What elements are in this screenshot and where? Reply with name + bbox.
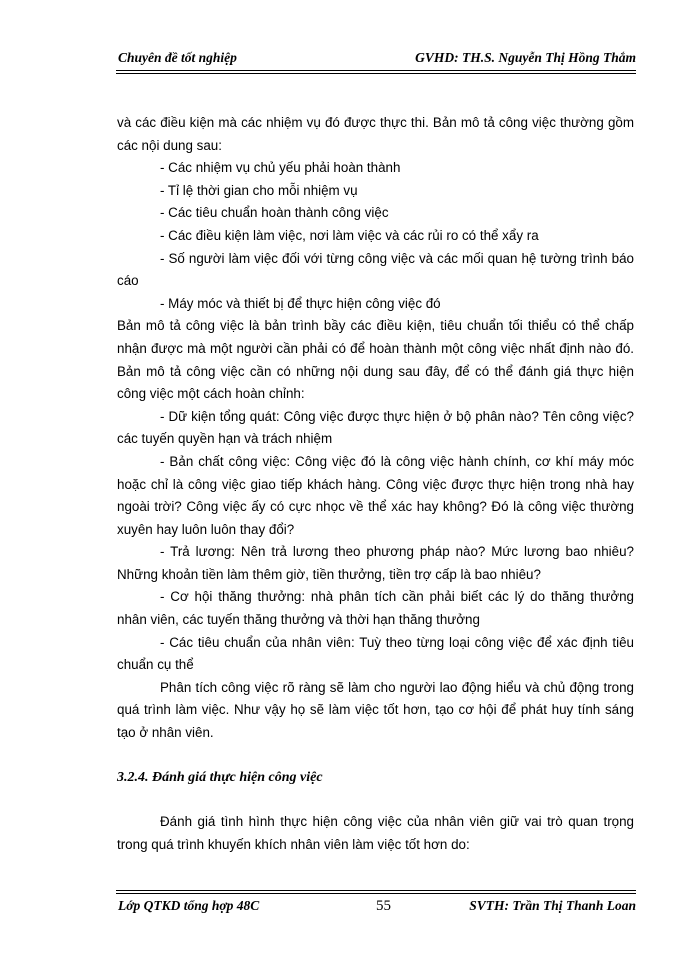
list-item: - Các điều kiện làm việc, nơi làm việc và các rủi ro có thể xẩy ra xyxy=(160,227,539,243)
paragraph: Phân tích công việc rõ ràng sẽ làm cho người lao động hiểu và chủ động trong quá trình làm việc. Như vậy họ sẽ làm việc tốt hơn, tạo cơ hội để phát huy tính sáng tạo ở nhân viên. xyxy=(117,679,634,741)
list-item: - Các tiêu chuẩn của nhân viên: Tuỳ theo từng loại công việc để xác định tiêu chuẩn cụ thể xyxy=(117,634,634,673)
header-rule-thin xyxy=(116,73,636,74)
list-item: - Cơ hội thăng thưởng: nhà phân tích cần phải biết các lý do thăng thưởng nhân viên, các tuyến thăng thưởng và thời hạn thăng thưởng xyxy=(117,589,634,628)
footer-left: Lớp QTKD tổng hợp 48C xyxy=(118,898,260,913)
list-item: - Các tiêu chuẩn hoàn thành công việc xyxy=(160,205,389,221)
section-heading: 3.2.4. Đánh giá thực hiện công việc xyxy=(117,769,323,785)
list-item: - Dữ kiện tổng quát: Công việc được thực hiện ở bộ phân nào? Tên công việc? các tuyến quyền hạn và trách nhiệm xyxy=(117,408,634,447)
document-body xyxy=(117,112,634,856)
footer-rule xyxy=(116,890,636,891)
header-rule xyxy=(116,70,636,71)
page-footer xyxy=(118,898,636,920)
paragraph: Đánh giá tình hình thực hiện công việc của nhân viên giữ vai trò quan trọng trong quá trình khuyến khích nhân viên làm việc tốt hơn do: xyxy=(117,814,634,852)
list-item: - Trả lương: Nên trả lương theo phương pháp nào? Mức lương bao nhiêu? Những khoản tiền làm thêm giờ, tiền thưởng, tiền trợ cấp là bao nhiêu? xyxy=(117,544,634,582)
list-item: - Tỉ lệ thời gian cho mỗi nhiệm vụ xyxy=(160,182,358,198)
page-number: 55 xyxy=(376,898,391,914)
header-right: GVHD: TH.S. Nguyễn Thị Hồng Thắm xyxy=(415,50,636,65)
page-header xyxy=(118,48,636,70)
paragraph: Bản mô tả công việc là bản trình bầy các điều kiện, tiêu chuẩn tối thiểu có thể chấp nhận được mà một người cần phải có để hoàn thành một công việc nhất định nào đó. Bản mô tả công việc cần có những nội dung sau đây, để có thể đánh giá thực hiện công việc một cách hoàn chỉnh: xyxy=(117,318,634,402)
list-item: - Số người làm việc đối với từng công việc và các mối quan hệ tường trình báo cáo xyxy=(117,250,634,289)
footer-right: SVTH: Trần Thị Thanh Loan xyxy=(469,898,636,913)
paragraph: và các điều kiện mà các nhiệm vụ đó được thực thi. Bản mô tả công việc thường gồm các nội dung sau: xyxy=(117,115,634,153)
list-item: - Máy móc và thiết bị để thực hiện công việc đó xyxy=(160,295,441,311)
footer-rule-thin xyxy=(116,893,636,894)
list-item: - Các nhiệm vụ chủ yếu phải hoàn thành xyxy=(160,160,401,176)
list-item: - Bản chất công việc: Công việc đó là công việc hành chính, cơ khí máy móc hoặc chỉ là công việc giao tiếp khách hàng. Công việc được thực hiện trong nhà hay ngoài trời? Công việc ấy có cực nhọc về thể xác hay không? Đó là công việc thường xuyên hay luôn luôn thay đổi? xyxy=(117,453,634,537)
header-left: Chuyên đề tốt nghiệp xyxy=(118,50,237,65)
